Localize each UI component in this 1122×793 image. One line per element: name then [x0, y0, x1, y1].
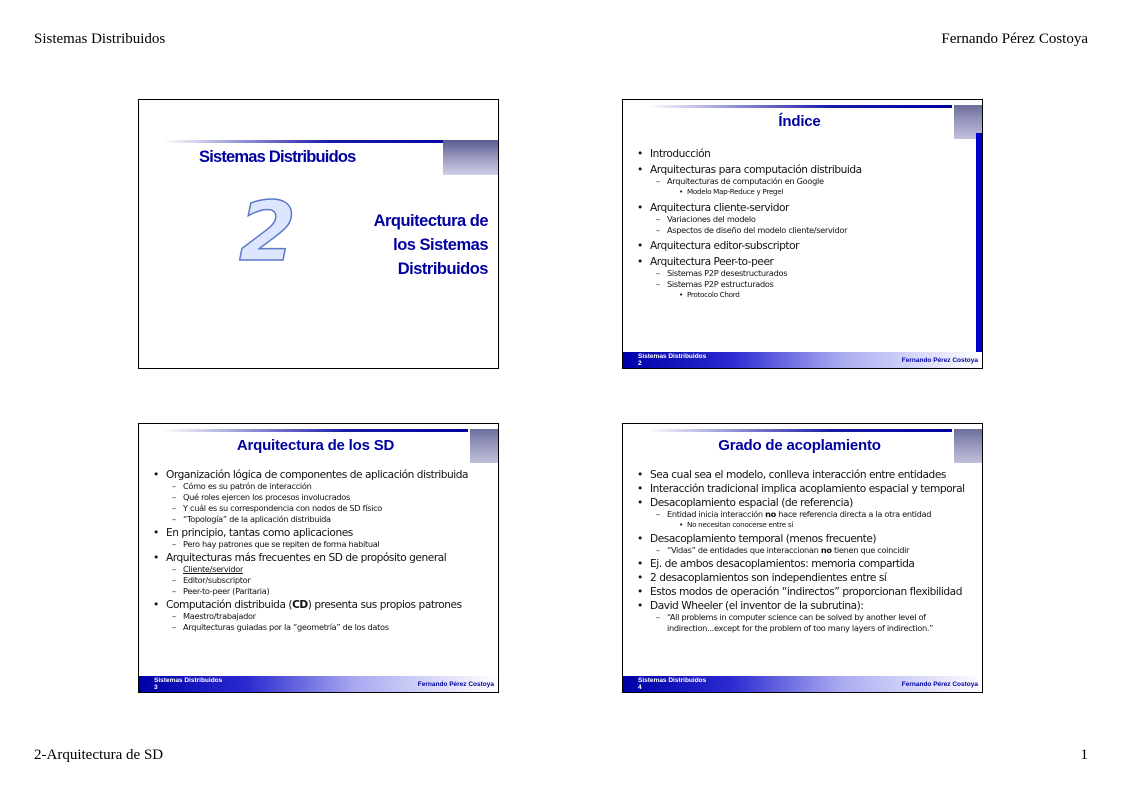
bullet-item: • Desacoplamiento temporal (menos frecuente) [637, 533, 974, 545]
bullet-list [637, 467, 974, 634]
bullet-item: • Organización lógica de componentes de aplicación distribuida [153, 469, 490, 481]
title-decoration-line [163, 429, 468, 432]
bullet-item: • Arquitecturas para computación distribuida [637, 164, 974, 176]
sub-bullet-item: • Protocolo Chord [637, 290, 974, 301]
slide-footer-left: Sistemas Distribuidos 3 [154, 677, 223, 691]
bullet-item: • Interacción tradicional implica acoplamiento espacial y temporal [637, 483, 974, 495]
bullet-item: • Arquitectura cliente-servidor [637, 202, 974, 214]
title-decoration-block [954, 429, 982, 463]
slide-footer-right: Fernando Pérez Costoya [901, 681, 978, 688]
page-footer-left: 2-Arquitectura de SD [34, 747, 164, 763]
slide-title: Arquitectura de los SD [236, 437, 395, 454]
sub-bullet-item: – “Vidas” de entidades que interaccionan no tienen que coincidir [637, 545, 974, 556]
sub-bullet-item: – Maestro/trabajador [153, 611, 490, 622]
slide-3 [138, 423, 499, 693]
title-decoration-line [647, 429, 952, 432]
chapter-title-line: Distribuidos [397, 260, 488, 278]
sub-bullet-item: – Sistemas P2P estructurados [637, 279, 974, 290]
title-decoration-block [470, 429, 498, 463]
title-decoration-line [647, 105, 952, 108]
sub-bullet-item: – Cliente/servidor [153, 564, 490, 575]
slide-2 [622, 99, 983, 369]
slide-title-bar [647, 105, 982, 133]
slide-title-bar [163, 429, 498, 457]
title-decoration-block [443, 140, 498, 175]
chapter-title [374, 209, 488, 281]
page-header-right: Fernando Pérez Costoya [941, 31, 1088, 47]
bullet-item: • 2 desacoplamientos son independientes entre sí [637, 572, 974, 584]
sub-bullet-item: – Arquitecturas de computación en Google [637, 176, 974, 187]
sub-bullet-item: – Qué roles ejercen los procesos involucrados [153, 492, 490, 503]
bullet-list [637, 144, 974, 300]
sub-bullet-item: – Sistemas P2P desestructurados [637, 268, 974, 279]
sub-bullet-item: – Aspectos de diseño del modelo cliente/servidor [637, 225, 974, 236]
sub-bullet-item: – Peer-to-peer (Paritaria) [153, 586, 490, 597]
bullet-item: • Arquitecturas más frecuentes en SD de propósito general [153, 552, 490, 564]
sub-bullet-item: indirection...except for the problem of too many layers of indirection.” [667, 622, 934, 633]
slide-footer-right: Fernando Pérez Costoya [901, 357, 978, 364]
sub-bullet-item: – Entidad inicia interacción no hace referencia directa a la otra entidad [637, 509, 974, 520]
slide-1 [138, 99, 499, 369]
sub-bullet-item: – Arquitecturas guiadas por la “geometría” de los datos [153, 622, 490, 633]
slide-footer-bar [623, 676, 982, 692]
sub-bullet-item: – Cómo es su patrón de interacción [153, 481, 490, 492]
sub-bullet-item: – Variaciones del modelo [637, 214, 974, 225]
sub-bullet-item: – Editor/subscriptor [153, 575, 490, 586]
slide-title: Grado de acoplamiento [718, 437, 881, 454]
bullet-item: • Estos modos de operación “indirectos” proporcionan flexibilidad [637, 586, 974, 598]
page-header-left: Sistemas Distribuidos [34, 31, 166, 47]
bullet-item: • Arquitectura Peer-to-peer [637, 256, 974, 268]
bullet-item: • David Wheeler (el inventor de la subrutina): [637, 600, 974, 612]
sub-bullet-item: • Modelo Map-Reduce y Pregel [637, 187, 974, 198]
bullet-item: • Desacoplamiento espacial (de referencia) [637, 497, 974, 509]
slide-footer-left: Sistemas Distribuidos 2 [638, 353, 707, 367]
slide-4 [622, 423, 983, 693]
sub-bullet-item: – Pero hay patrones que se repiten de forma habitual [153, 539, 490, 550]
slide-footer-bar [139, 676, 498, 692]
sub-bullet-item: – Y cuál es su correspondencia con nodos de SD físico [153, 503, 490, 514]
sub-bullet-item: • No necesitan conocerse entre sí [637, 520, 974, 531]
slide-footer-right: Fernando Pérez Costoya [417, 681, 494, 688]
page-footer-right: 1 [1080, 747, 1088, 763]
bullet-item: • Ej. de ambos desacoplamientos: memoria compartida [637, 558, 974, 570]
chapter-title-line: Arquitectura de [373, 212, 488, 230]
course-title: Sistemas Distribuidos [199, 148, 356, 166]
bullet-item: • Introducción [637, 148, 974, 160]
sub-bullet-item: – “Topología” de la aplicación distribuida [153, 514, 490, 525]
chapter-number: 2 [239, 185, 297, 280]
bullet-item: • En principio, tantas como aplicaciones [153, 527, 490, 539]
bullet-list [153, 467, 490, 633]
slide-footer-bar [623, 352, 982, 368]
chapter-title-line: los Sistemas [393, 236, 488, 254]
slide-title: Índice [778, 113, 821, 130]
sub-bullet-item: – “All problems in computer science can be solved by another level of [637, 612, 974, 623]
slide-footer-left: Sistemas Distribuidos 4 [638, 677, 707, 691]
slide-title-bar [647, 429, 982, 457]
bullet-item: • Computación distribuida (CD) presenta sus propios patrones [153, 599, 490, 611]
bullet-item: • Sea cual sea el modelo, conlleva interacción entre entidades [637, 469, 974, 481]
side-bar [976, 133, 982, 352]
bullet-item: • Arquitectura editor-subscriptor [637, 240, 974, 252]
